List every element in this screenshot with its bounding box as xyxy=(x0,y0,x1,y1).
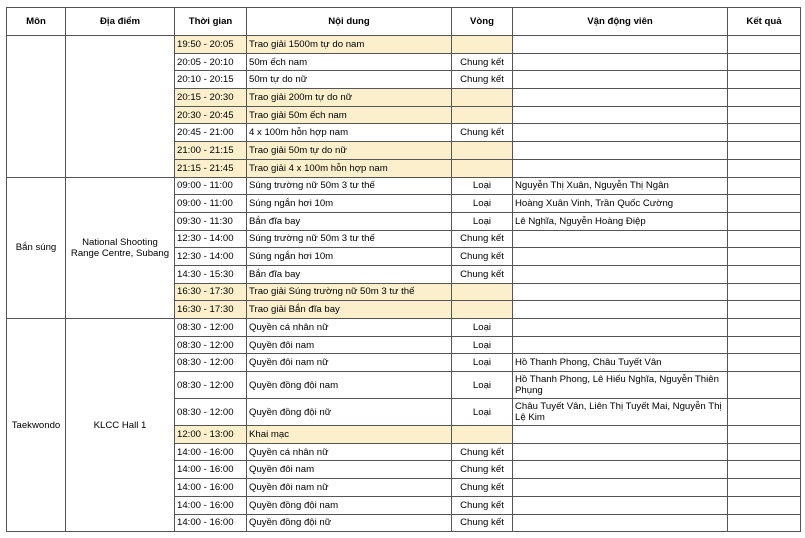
time-cell: 20:45 - 21:00 xyxy=(175,124,247,142)
athletes-cell: Hồ Thanh Phong, Châu Tuyết Vân xyxy=(513,354,728,372)
event-cell: Quyền cá nhân nữ xyxy=(247,319,452,337)
round-cell: Loại xyxy=(452,177,513,195)
event-cell: Bắn đĩa bay xyxy=(247,265,452,283)
athletes-cell xyxy=(513,301,728,319)
result-cell xyxy=(728,336,801,354)
athletes-cell xyxy=(513,479,728,497)
round-cell xyxy=(452,283,513,301)
round-cell: Chung kết xyxy=(452,71,513,89)
result-cell xyxy=(728,106,801,124)
event-cell: Súng trường nữ 50m 3 tư thế xyxy=(247,177,452,195)
sport-cell: Taekwondo xyxy=(7,319,66,532)
athletes-cell xyxy=(513,461,728,479)
header-time: Thời gian xyxy=(175,8,247,36)
event-cell: Quyền đồng đội nam xyxy=(247,372,452,399)
event-cell: Trao giải Bắn đĩa bay xyxy=(247,301,452,319)
athletes-cell xyxy=(513,283,728,301)
event-cell: Trao giải 1500m tự do nam xyxy=(247,36,452,54)
result-cell xyxy=(728,283,801,301)
athletes-cell: Lê Nghĩa, Nguyễn Hoàng Điệp xyxy=(513,212,728,230)
athletes-cell xyxy=(513,230,728,248)
event-cell: Trao giải Súng trường nữ 50m 3 tư thế xyxy=(247,283,452,301)
round-cell: Chung kết xyxy=(452,124,513,142)
sport-cell xyxy=(7,36,66,178)
time-cell: 08:30 - 12:00 xyxy=(175,399,247,426)
athletes-cell xyxy=(513,514,728,532)
time-cell: 09:00 - 11:00 xyxy=(175,177,247,195)
header-result: Kết quả xyxy=(728,8,801,36)
header-event: Nội dung xyxy=(247,8,452,36)
sport-cell: Bắn súng xyxy=(7,177,66,319)
round-cell: Loại xyxy=(452,336,513,354)
event-cell: Súng ngắn hơi 10m xyxy=(247,195,452,213)
event-cell: 4 x 100m hỗn hợp nam xyxy=(247,124,452,142)
athletes-cell xyxy=(513,248,728,266)
result-cell xyxy=(728,319,801,337)
round-cell: Loại xyxy=(452,195,513,213)
athletes-cell xyxy=(513,319,728,337)
time-cell: 08:30 - 12:00 xyxy=(175,336,247,354)
event-cell: Trao giải 200m tự do nữ xyxy=(247,89,452,107)
round-cell: Chung kết xyxy=(452,230,513,248)
round-cell xyxy=(452,301,513,319)
athletes-cell xyxy=(513,124,728,142)
schedule-sheet xyxy=(6,7,801,532)
event-cell: 50m ếch nam xyxy=(247,53,452,71)
schedule-body xyxy=(7,36,801,532)
time-cell: 16:30 - 17:30 xyxy=(175,283,247,301)
time-cell: 09:30 - 11:30 xyxy=(175,212,247,230)
result-cell xyxy=(728,71,801,89)
athletes-cell xyxy=(513,142,728,160)
athletes-cell: Nguyễn Thị Xuân, Nguyễn Thị Ngân xyxy=(513,177,728,195)
venue-cell: National Shooting Range Centre, Subang xyxy=(66,177,175,319)
time-cell: 08:30 - 12:00 xyxy=(175,372,247,399)
result-cell xyxy=(728,372,801,399)
round-cell: Chung kết xyxy=(452,496,513,514)
round-cell xyxy=(452,89,513,107)
result-cell xyxy=(728,426,801,444)
round-cell: Chung kết xyxy=(452,265,513,283)
result-cell xyxy=(728,461,801,479)
round-cell: Loại xyxy=(452,212,513,230)
round-cell: Loại xyxy=(452,399,513,426)
time-cell: 14:00 - 16:00 xyxy=(175,479,247,497)
time-cell: 14:00 - 16:00 xyxy=(175,443,247,461)
event-cell: Súng ngắn hơi 10m xyxy=(247,248,452,266)
result-cell xyxy=(728,301,801,319)
result-cell xyxy=(728,89,801,107)
result-cell xyxy=(728,514,801,532)
athletes-cell xyxy=(513,159,728,177)
time-cell: 20:10 - 20:15 xyxy=(175,71,247,89)
time-cell: 08:30 - 12:00 xyxy=(175,319,247,337)
time-cell: 20:05 - 20:10 xyxy=(175,53,247,71)
time-cell: 14:00 - 16:00 xyxy=(175,461,247,479)
round-cell: Loại xyxy=(452,354,513,372)
result-cell xyxy=(728,479,801,497)
venue-cell: KLCC Hall 1 xyxy=(66,319,175,532)
time-cell: 21:00 - 21:15 xyxy=(175,142,247,160)
athletes-cell: Hoàng Xuân Vinh, Trần Quốc Cường xyxy=(513,195,728,213)
athletes-cell xyxy=(513,265,728,283)
event-cell: 50m tự do nữ xyxy=(247,71,452,89)
result-cell xyxy=(728,36,801,54)
event-cell: Quyền đôi nam xyxy=(247,461,452,479)
round-cell xyxy=(452,142,513,160)
time-cell: 14:00 - 16:00 xyxy=(175,514,247,532)
event-cell: Quyền đôi nam nữ xyxy=(247,354,452,372)
result-cell xyxy=(728,443,801,461)
time-cell: 16:30 - 17:30 xyxy=(175,301,247,319)
round-cell: Chung kết xyxy=(452,53,513,71)
athletes-cell: Hồ Thanh Phong, Lê Hiếu Nghĩa, Nguyễn Thiên Phụng xyxy=(513,372,728,399)
athletes-cell: Châu Tuyết Vân, Liên Thị Tuyết Mai, Nguyễn Thị Lệ Kim xyxy=(513,399,728,426)
header-athletes: Vận động viên xyxy=(513,8,728,36)
time-cell: 09:00 - 11:00 xyxy=(175,195,247,213)
result-cell xyxy=(728,496,801,514)
event-cell: Quyền đồng đội nữ xyxy=(247,399,452,426)
result-cell xyxy=(728,159,801,177)
round-cell xyxy=(452,36,513,54)
time-cell: 12:30 - 14:00 xyxy=(175,248,247,266)
round-cell: Chung kết xyxy=(452,248,513,266)
header-row xyxy=(7,8,801,36)
time-cell: 20:15 - 20:30 xyxy=(175,89,247,107)
round-cell: Chung kết xyxy=(452,443,513,461)
athletes-cell xyxy=(513,496,728,514)
result-cell xyxy=(728,248,801,266)
header-round: Vòng xyxy=(452,8,513,36)
round-cell xyxy=(452,159,513,177)
athletes-cell xyxy=(513,53,728,71)
result-cell xyxy=(728,142,801,160)
round-cell: Loại xyxy=(452,319,513,337)
round-cell xyxy=(452,106,513,124)
event-cell: Trao giải 4 x 100m hỗn hợp nam xyxy=(247,159,452,177)
round-cell: Chung kết xyxy=(452,479,513,497)
round-cell: Loại xyxy=(452,372,513,399)
schedule-table xyxy=(6,7,801,532)
event-cell: Quyền đồng đội nam xyxy=(247,496,452,514)
header-venue: Địa điểm xyxy=(66,8,175,36)
time-cell: 12:00 - 13:00 xyxy=(175,426,247,444)
event-cell: Trao giải 50m ếch nam xyxy=(247,106,452,124)
result-cell xyxy=(728,53,801,71)
round-cell xyxy=(452,426,513,444)
result-cell xyxy=(728,399,801,426)
result-cell xyxy=(728,195,801,213)
result-cell xyxy=(728,265,801,283)
result-cell xyxy=(728,212,801,230)
time-cell: 21:15 - 21:45 xyxy=(175,159,247,177)
event-cell: Quyền đôi nam xyxy=(247,336,452,354)
event-cell: Quyền đôi nam nữ xyxy=(247,479,452,497)
round-cell: Chung kết xyxy=(452,514,513,532)
round-cell: Chung kết xyxy=(452,461,513,479)
athletes-cell xyxy=(513,106,728,124)
event-cell: Trao giải 50m tự do nữ xyxy=(247,142,452,160)
athletes-cell xyxy=(513,443,728,461)
athletes-cell xyxy=(513,336,728,354)
table-row xyxy=(7,319,801,337)
event-cell: Khai mạc xyxy=(247,426,452,444)
event-cell: Bắn đĩa bay xyxy=(247,212,452,230)
event-cell: Súng trường nữ 50m 3 tư thế xyxy=(247,230,452,248)
event-cell: Quyền cá nhân nữ xyxy=(247,443,452,461)
table-row xyxy=(7,36,801,54)
time-cell: 14:00 - 16:00 xyxy=(175,496,247,514)
time-cell: 14:30 - 15:30 xyxy=(175,265,247,283)
athletes-cell xyxy=(513,426,728,444)
result-cell xyxy=(728,230,801,248)
time-cell: 20:30 - 20:45 xyxy=(175,106,247,124)
time-cell: 12:30 - 14:00 xyxy=(175,230,247,248)
athletes-cell xyxy=(513,71,728,89)
table-row xyxy=(7,177,801,195)
result-cell xyxy=(728,124,801,142)
result-cell xyxy=(728,177,801,195)
athletes-cell xyxy=(513,89,728,107)
venue-cell xyxy=(66,36,175,178)
time-cell: 19:50 - 20:05 xyxy=(175,36,247,54)
time-cell: 08:30 - 12:00 xyxy=(175,354,247,372)
event-cell: Quyền đồng đội nữ xyxy=(247,514,452,532)
result-cell xyxy=(728,354,801,372)
header-sport: Môn xyxy=(7,8,66,36)
athletes-cell xyxy=(513,36,728,54)
